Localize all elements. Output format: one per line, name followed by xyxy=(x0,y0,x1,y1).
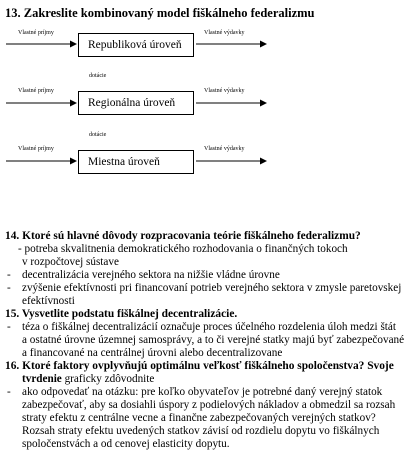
q14-line: - potreba skvalitnenia demokratického rozhodovania o finančných tokoch xyxy=(18,243,348,255)
q16-line: straty efektu z centrálne vecne a finančne zabezpečovaných verejných statkov? xyxy=(22,412,376,424)
q14-dash: - xyxy=(7,282,11,294)
box-label: Regionálna úroveň xyxy=(88,97,176,109)
label-dotacie-2: dotácie xyxy=(89,132,107,138)
label-vlastne-prijmy-1: Vlastné príjmy xyxy=(18,30,54,36)
q15-line: a ostatné úrovne územnej samosprávy, a to či verejné statky majú byť zabezpečované xyxy=(22,334,405,346)
label-vlastne-vydavky-2: Vlastné výdavky xyxy=(204,88,245,94)
q16-line: ako odpovedať na otázku: pre koľko obyvateľov je potrebné daný verejný statok xyxy=(22,386,383,398)
q16-line: spoločenstvách a od cenovej elasticity dopytu. xyxy=(22,438,230,450)
page-heading: 13. Zakreslite kombinovaný model fiškálneho federalizmu xyxy=(5,6,315,20)
label-vlastne-vydavky-3: Vlastné výdavky xyxy=(204,146,245,152)
box-label: Miestna úroveň xyxy=(88,156,160,168)
q14-line: decentralizácia verejného sektora na nižšie vládne úrovne xyxy=(22,269,280,281)
label-vlastne-vydavky-1: Vlastné výdavky xyxy=(204,30,245,36)
box-regionalna-uroven xyxy=(78,91,194,115)
question-15-title: 15. Vysvetlite podstatu fiškálnej decentralizácie. xyxy=(5,308,238,320)
q14-line: efektívnosti xyxy=(22,295,75,307)
question-14-title: 14. Ktoré sú hlavné dôvody rozpracovania teórie fiškálneho federalizmu? xyxy=(5,230,361,242)
box-republikova-uroven xyxy=(78,33,194,57)
q16-line: Rozsah straty efektu uvedených statkov závisí od rozdielu dopytu vo fiškálnych xyxy=(22,425,380,437)
question-16-title-line2 xyxy=(22,373,154,386)
q16-line: zabezpečovať, aby sa dosiahli úspory z podielových nákladov a obmedzil sa rozsah xyxy=(22,399,396,411)
q15-line: a financované na centrálnej úrovni alebo decentralizovane xyxy=(22,347,283,359)
label-vlastne-prijmy-3: Vlastné príjmy xyxy=(18,146,54,152)
q16-dash: - xyxy=(7,386,11,398)
q14-line: zvýšenie efektívnosti pri financovaní potrieb verejného sektora v zmysle paretovskej xyxy=(22,282,402,294)
box-label: Republiková úroveň xyxy=(88,39,182,51)
q15-dash: - xyxy=(7,321,11,333)
q14-dash: - xyxy=(7,269,11,281)
q16-title-rest: graficky zdôvodnite xyxy=(61,373,155,385)
label-dotacie-1: dotácie xyxy=(89,73,107,79)
q16-title-bold: tvrdenie xyxy=(22,373,62,385)
label-vlastne-prijmy-2: Vlastné príjmy xyxy=(18,88,54,94)
q15-line: téza o fiškálnej decentralizácií označuje proces účelného rozdelenia úloh medzi štát xyxy=(22,321,396,333)
q14-line: v rozpočtovej sústave xyxy=(22,256,119,268)
box-miestna-uroven xyxy=(78,150,194,174)
question-16-title-line1: 16. Ktoré faktory ovplyvňujú optimálnu veľkosť fiškálneho spoločenstva? Svoje xyxy=(5,360,394,372)
